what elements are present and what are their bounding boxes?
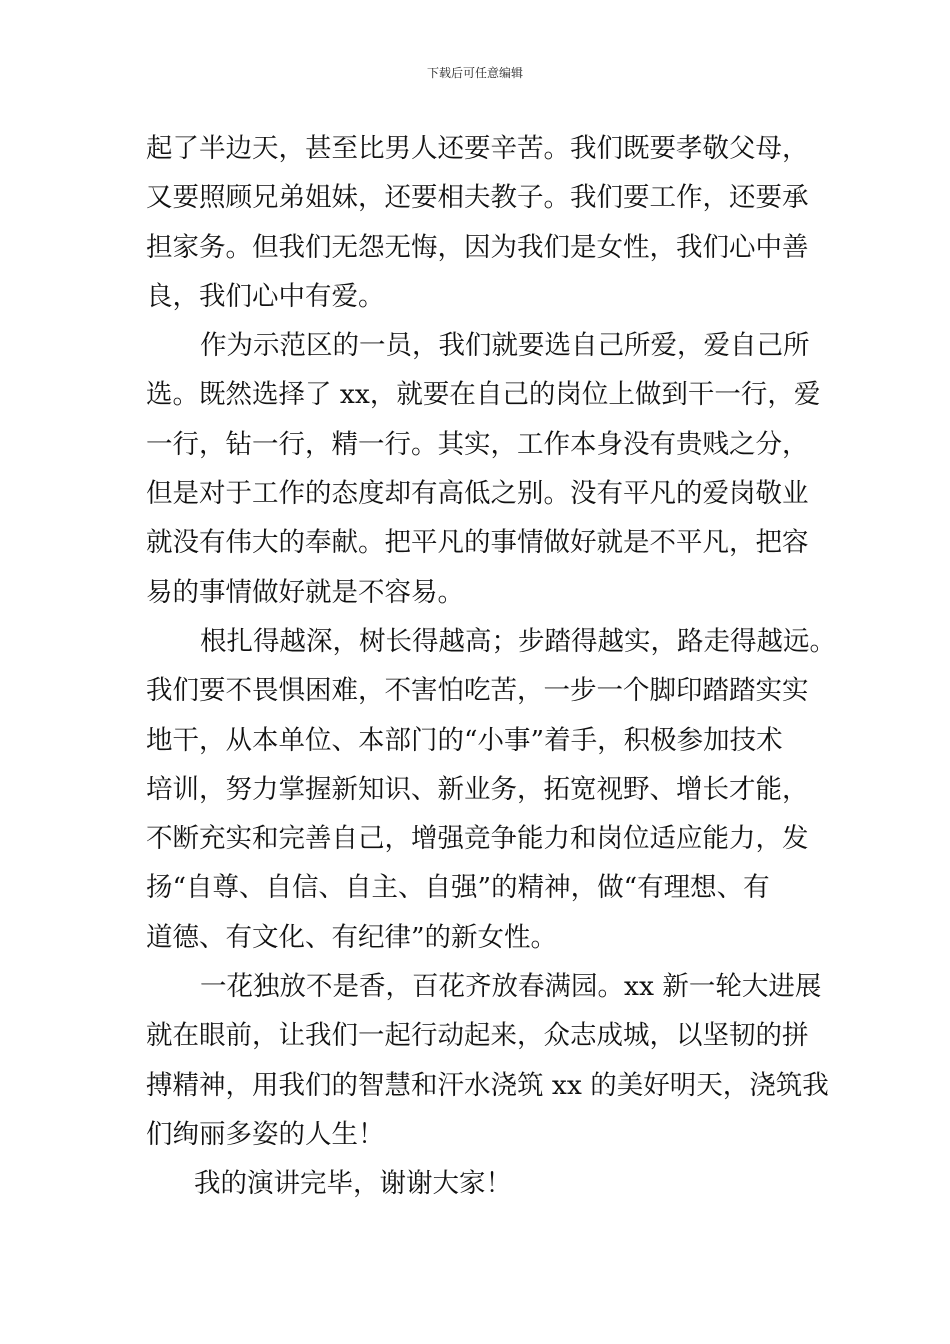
paragraph-1 [146, 124, 816, 321]
text-line: 地干，从本单位、本部门的“小事”着手，积极参加技术 [146, 724, 783, 756]
paragraph-5 [146, 1159, 816, 1208]
text-line: 我的演讲完毕，谢谢大家！ [194, 1168, 512, 1200]
paragraph-4 [146, 962, 829, 1159]
text-line: 搏精神，用我们的智慧和汗水浇筑 xx 的美好明天，浇筑我 [146, 1069, 829, 1101]
text-line: 们绚丽多姿的人生！ [146, 1118, 385, 1150]
text-line: 根扎得越深，树长得越高；步踏得越实，路走得越远。 [200, 625, 836, 657]
text-line: 道德、有文化、有纪律”的新女性。 [146, 921, 558, 953]
text-line: 我们要不畏惧困难，不害怕吃苦，一步一个脚印踏踏实实 [146, 675, 809, 707]
text-line: 起了半边天，甚至比男人还要辛苦。我们既要孝敬父母， [146, 133, 809, 164]
text-line: 扬“自尊、自信、自主、自强”的精神，做“有理想、有 [146, 872, 770, 904]
text-line: 又要照顾兄弟姐妹，还要相夫教子。我们要工作，还要承 [146, 182, 809, 214]
text-line: 不断充实和完善自己，增强竞争能力和岗位适应能力，发 [146, 823, 809, 855]
text-line: 担家务。但我们无怨无悔，因为我们是女性，我们心中善 [146, 231, 809, 263]
paragraph-2 [146, 321, 821, 617]
document-body [146, 124, 836, 1209]
text-line: 但是对于工作的态度却有高低之别。没有平凡的爱岗敬业 [146, 478, 809, 510]
text-line: 易的事情做好就是不容易。 [146, 576, 464, 608]
text-line: 作为示范区的一员，我们就要选自己所爱，爱自己所 [200, 330, 810, 362]
text-line: 一花独放不是香，百花齐放春满园。xx 新一轮大进展 [200, 971, 822, 1003]
text-line: 良，我们心中有爱。 [146, 280, 385, 312]
text-line: 就没有伟大的奉献。把平凡的事情做好就是不平凡，把容 [146, 527, 809, 559]
paragraph-3 [146, 617, 836, 962]
text-line: 就在眼前，让我们一起行动起来，众志成城，以坚韧的拼 [146, 1020, 809, 1052]
text-line: 培训，努力掌握新知识、新业务，拓宽视野、增长才能， [146, 773, 809, 805]
page-header-note: 下载后可任意编辑 [426, 66, 523, 80]
text-line: 一行，钻一行，精一行。其实，工作本身没有贵贱之分， [146, 428, 809, 460]
text-line: 选。既然选择了 xx，就要在自己的岗位上做到干一行，爱 [146, 379, 821, 411]
